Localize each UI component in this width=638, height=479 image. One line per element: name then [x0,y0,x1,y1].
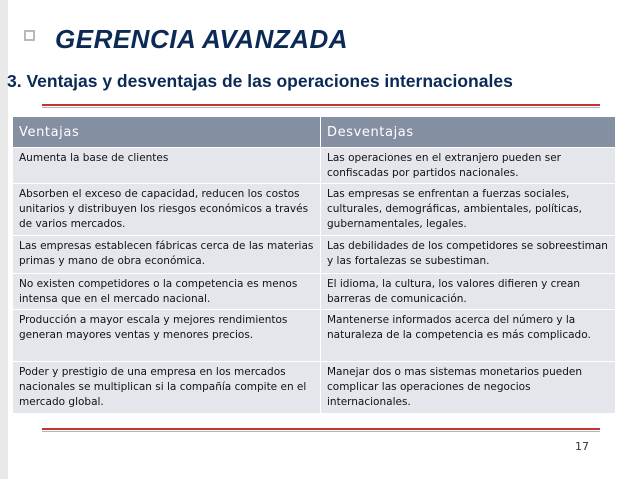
decorative-square-icon [24,30,35,41]
disadvantage-cell: Las operaciones en el extranjero pueden ser confiscadas por partidos nacionales. [321,148,616,184]
advantage-cell: No existen competidores o la competencia es menos intensa que en el mercado nacional. [13,274,321,310]
bottom-gray-divider [42,431,600,432]
disadvantage-cell: El idioma, la cultura, los valores difieren y crean barreras de comunicación. [321,274,616,310]
disadvantage-cell: Las empresas se enfrentan a fuerzas sociales, culturales, demográficas, ambientales, políticas, gubernamentales, legales. [321,184,616,236]
disadvantage-cell: Manejar dos o mas sistemas monetarios pueden complicar las operaciones de negocios internacionales. [321,362,616,414]
slide-title: GERENCIA AVANZADA [55,24,349,54]
advantage-cell: Absorben el exceso de capacidad, reducen los costos unitarios y distribuyen los riesgos económicos a través de varios mercados. [13,184,321,236]
table-row [13,148,616,184]
header-desventajas: Desventajas [321,117,616,148]
table-row [13,236,616,274]
disadvantage-cell: Mantenerse informados acerca del número y la naturaleza de la competencia es más complicado. [321,310,616,362]
slide-subtitle: 3. Ventajas y desventajas de las operaciones internacionales [7,71,513,91]
disadvantage-cell: Las debilidades de los competidores se sobreestiman y las fortalezas se subestiman. [321,236,616,274]
advantages-disadvantages-table [12,116,616,414]
header-ventajas: Ventajas [13,117,321,148]
advantage-cell: Poder y prestigio de una empresa en los mercados nacionales se multiplican si la compañía compite en el mercado global. [13,362,321,414]
page-number: 17 [575,440,589,453]
table-row [13,184,616,236]
advantage-cell: Las empresas establecen fábricas cerca de las materias primas y mano de obra económica. [13,236,321,274]
advantage-cell: Aumenta la base de clientes [13,148,321,184]
top-red-divider [42,104,600,106]
advantage-cell: Producción a mayor escala y mejores rendimientos generan mayores ventas y menores precios. [13,310,321,362]
table-row [13,310,616,362]
table-header-row [13,117,616,148]
table-row [13,274,616,310]
table-row [13,362,616,414]
bottom-red-divider [42,428,600,430]
top-gray-divider [42,107,600,108]
